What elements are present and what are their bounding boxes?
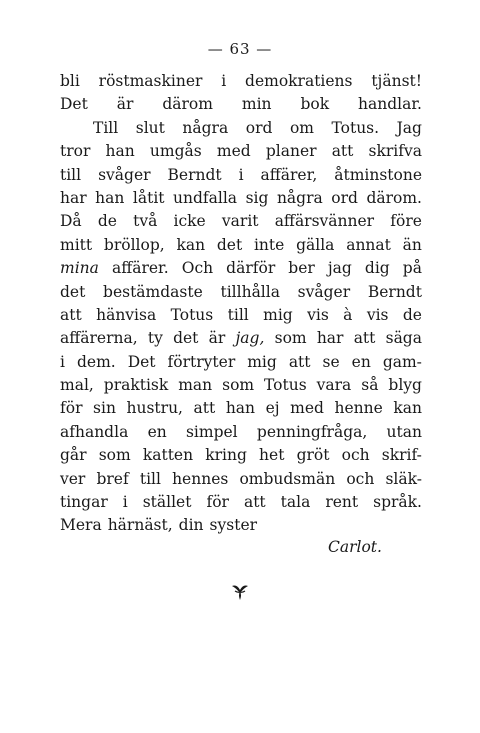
text-word: min — [241, 95, 272, 114]
text-word: att — [243, 493, 266, 512]
text-word: bestämdaste — [103, 282, 203, 301]
text-word: som — [98, 446, 131, 465]
text-word: bröllop, — [103, 235, 165, 254]
text-word: icke — [173, 212, 206, 231]
text-word: går — [60, 446, 87, 465]
text-word: Totus — [170, 305, 214, 324]
text-word: skrif- — [381, 446, 422, 465]
text-line — [60, 117, 422, 140]
text-word: hennes — [172, 469, 229, 488]
text-word: se — [322, 352, 340, 371]
text-word: handlar. — [358, 95, 422, 114]
text-line — [60, 187, 422, 210]
text-word: skrifva — [368, 142, 422, 161]
text-word: det — [216, 235, 243, 254]
text-word: några — [182, 118, 229, 137]
text-word: affärerna, — [60, 329, 138, 348]
text-line — [60, 164, 422, 187]
text-word: hustru, — [126, 399, 183, 418]
text-word: praktisk — [103, 376, 169, 395]
text-word: till — [60, 165, 82, 184]
text-word: katten — [142, 446, 194, 465]
text-word: tala — [280, 493, 311, 512]
text-line — [60, 257, 422, 280]
text-word: bli — [60, 72, 80, 90]
text-word: än — [402, 235, 422, 254]
text-line — [60, 327, 422, 350]
text-word: Berndt — [167, 165, 222, 184]
text-word: för — [60, 399, 83, 418]
text-word: planer — [265, 142, 317, 161]
text-word: en — [351, 352, 371, 371]
text-word: som — [222, 376, 255, 395]
text-word: röstmaskiner — [98, 72, 203, 90]
signature: Carlot. — [328, 538, 382, 556]
text-word: ver — [60, 469, 86, 488]
text-line — [60, 397, 422, 420]
text-word: mina — [60, 259, 99, 278]
text-word: Mera — [60, 516, 102, 535]
text-word: jag, — [235, 329, 265, 348]
text-word: Berndt — [367, 282, 422, 301]
text-word: i — [60, 352, 65, 371]
text-word: så — [361, 376, 379, 395]
text-line — [60, 210, 422, 233]
text-word: i — [238, 165, 244, 184]
text-word: kan — [176, 235, 206, 254]
text-line — [60, 93, 422, 116]
text-line — [60, 491, 422, 514]
text-word: henne — [334, 399, 383, 418]
fleuron-icon — [229, 581, 251, 603]
text-word: slut — [135, 118, 165, 137]
text-word: Då — [60, 212, 82, 231]
text-word: varit — [221, 212, 259, 231]
text-line — [60, 468, 422, 491]
text-word: utan — [386, 422, 422, 441]
text-word: mitt — [60, 235, 93, 254]
text-word: vara — [316, 376, 352, 395]
text-word: därför — [226, 259, 276, 278]
text-word: à — [343, 305, 353, 324]
text-word: gröt — [296, 446, 330, 465]
text-word: det — [60, 282, 86, 301]
text-word: det — [173, 329, 199, 348]
text-word: därom — [162, 95, 213, 114]
text-word: hänvisa — [96, 305, 157, 324]
text-word: mig — [247, 352, 277, 371]
text-line — [60, 444, 422, 467]
text-word: Totus — [264, 376, 307, 395]
text-word: med — [290, 399, 324, 418]
text-word: Och — [181, 259, 214, 278]
text-word: ber — [288, 259, 315, 278]
text-word: och — [341, 446, 370, 465]
text-word: affärer. — [111, 259, 169, 278]
text-word: några — [276, 188, 323, 207]
text-word: att — [288, 352, 311, 371]
text-word: jag — [327, 259, 352, 278]
text-word: åtminstone — [334, 165, 422, 184]
text-word: annat — [346, 235, 391, 254]
body-text — [60, 70, 422, 538]
text-word: språk. — [373, 493, 422, 512]
text-word: Det — [127, 352, 156, 371]
text-word: bref — [96, 469, 129, 488]
text-word: kan — [393, 399, 422, 418]
text-word: blyg — [388, 376, 422, 395]
text-word: ord — [331, 188, 358, 207]
text-word: ty — [147, 329, 163, 348]
text-word: inte — [253, 235, 285, 254]
text-word: han — [95, 188, 125, 207]
text-word: tingar — [60, 493, 108, 512]
text-word: gam- — [382, 352, 422, 371]
text-word: om — [289, 118, 314, 137]
text-word: rent — [325, 493, 359, 512]
text-word: säga — [385, 329, 422, 348]
text-word: svåger — [297, 282, 351, 301]
text-word: demokratiens — [245, 72, 353, 90]
text-line — [60, 351, 422, 374]
text-word: låtit — [132, 188, 165, 207]
text-word: härnäst, — [107, 516, 173, 535]
text-word: tjänst! — [371, 72, 422, 90]
text-word: man — [178, 376, 213, 395]
text-line — [60, 140, 422, 163]
text-word: Till — [93, 118, 119, 137]
text-word: på — [402, 259, 422, 278]
text-word: din — [178, 516, 204, 535]
text-line — [60, 281, 422, 304]
text-word: affärer, — [260, 165, 318, 184]
text-word: med — [216, 142, 251, 161]
text-word: förtryter — [167, 352, 236, 371]
text-word: de — [402, 305, 422, 324]
text-word: ombudsmän — [239, 469, 336, 488]
text-word: han — [225, 399, 256, 418]
text-line — [60, 374, 422, 397]
text-word: att — [193, 399, 216, 418]
text-line — [60, 234, 422, 257]
text-word: och — [346, 469, 375, 488]
text-word: ej — [265, 399, 280, 418]
text-word: före — [390, 212, 422, 231]
text-word: affärsvänner — [274, 212, 375, 231]
text-word: i — [221, 72, 227, 90]
text-word: kring — [205, 446, 247, 465]
text-word: afhandla — [60, 422, 129, 441]
text-word: har — [316, 329, 344, 348]
text-word: syster — [209, 516, 258, 535]
text-word: till — [139, 469, 161, 488]
text-word: att — [60, 305, 82, 324]
text-word: sin — [93, 399, 116, 418]
text-word: har — [60, 188, 87, 207]
page-number: — 63 — — [207, 40, 273, 58]
text-word: till — [227, 305, 249, 324]
text-word: därom. — [366, 188, 422, 207]
text-word: tillhålla — [220, 282, 280, 301]
text-word: de — [97, 212, 117, 231]
text-word: gälla — [296, 235, 335, 254]
text-word: Jag — [396, 118, 422, 137]
text-word: het — [259, 446, 285, 465]
text-word: Det — [60, 95, 88, 114]
text-line — [60, 304, 422, 327]
text-word: vis — [307, 305, 329, 324]
text-word: är — [116, 95, 134, 114]
text-word: svåger — [98, 165, 151, 184]
text-word: mal, — [60, 376, 94, 395]
text-word: i — [122, 493, 128, 512]
text-word: släk- — [385, 469, 422, 488]
text-word: dem. — [76, 352, 116, 371]
text-word: han — [105, 142, 135, 161]
text-word: Totus. — [331, 118, 380, 137]
text-word: sig — [245, 188, 269, 207]
text-word: två — [133, 212, 158, 231]
text-word: dig — [364, 259, 390, 278]
text-word: för — [206, 493, 229, 512]
text-word: att — [331, 142, 354, 161]
text-line — [60, 70, 422, 93]
text-word: som — [274, 329, 307, 348]
text-word: undfalla — [173, 188, 238, 207]
text-word: ord — [245, 118, 273, 137]
text-word: vis — [366, 305, 389, 324]
text-word: tror — [60, 142, 91, 161]
text-word: umgås — [149, 142, 202, 161]
text-word: penningfråga, — [256, 422, 368, 441]
text-word: är — [208, 329, 226, 348]
text-line — [60, 514, 422, 537]
text-word: bok — [300, 95, 330, 114]
text-word: en — [147, 422, 167, 441]
text-word: mig — [263, 305, 293, 324]
text-word: stället — [142, 493, 192, 512]
text-line — [60, 421, 422, 444]
text-word: att — [353, 329, 376, 348]
text-word: simpel — [185, 422, 238, 441]
